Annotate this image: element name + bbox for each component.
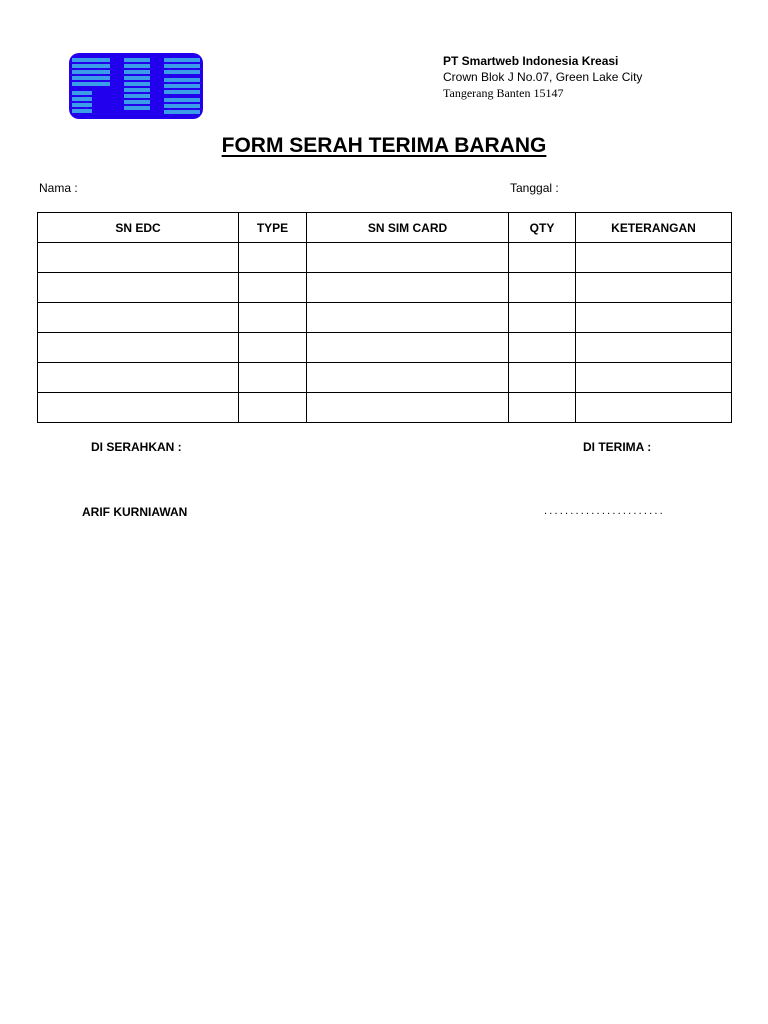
diterima-signature-line: .......................: [544, 505, 665, 517]
table-row: [38, 243, 732, 273]
cell-keterangan[interactable]: [576, 363, 732, 393]
header-qty: QTY: [509, 213, 576, 243]
cell-sn-sim-card[interactable]: [307, 363, 509, 393]
cell-sn-edc[interactable]: [38, 303, 239, 333]
cell-qty[interactable]: [509, 363, 576, 393]
cell-qty[interactable]: [509, 333, 576, 363]
cell-sn-sim-card[interactable]: [307, 393, 509, 423]
form-title: FORM SERAH TERIMA BARANG: [221, 134, 547, 157]
cell-keterangan[interactable]: [576, 333, 732, 363]
cell-sn-edc[interactable]: [38, 363, 239, 393]
items-table: [37, 212, 732, 423]
header-keterangan: KETERANGAN: [576, 213, 732, 243]
cell-type[interactable]: [239, 333, 307, 363]
tanggal-label: Tanggal :: [510, 181, 559, 195]
cell-type[interactable]: [239, 243, 307, 273]
cell-sn-sim-card[interactable]: [307, 243, 509, 273]
cell-sn-sim-card[interactable]: [307, 303, 509, 333]
cell-sn-edc[interactable]: [38, 333, 239, 363]
header-sn-edc: SN EDC: [38, 213, 239, 243]
table-header-row: [38, 213, 732, 243]
cell-keterangan[interactable]: [576, 393, 732, 423]
cell-qty[interactable]: [509, 243, 576, 273]
cell-sn-edc[interactable]: [38, 273, 239, 303]
diserahkan-name: ARIF KURNIAWAN: [82, 505, 188, 519]
table-row: [38, 333, 732, 363]
table-row: [38, 303, 732, 333]
header-type: TYPE: [239, 213, 307, 243]
header-sn-sim-card: SN SIM CARD: [307, 213, 509, 243]
cell-sn-edc[interactable]: [38, 393, 239, 423]
cell-type[interactable]: [239, 303, 307, 333]
company-address-line1: Crown Blok J No.07, Green Lake City: [443, 70, 643, 84]
cell-sn-edc[interactable]: [38, 243, 239, 273]
company-name: PT Smartweb Indonesia Kreasi: [443, 54, 619, 68]
cell-type[interactable]: [239, 363, 307, 393]
cell-keterangan[interactable]: [576, 273, 732, 303]
company-logo: [69, 53, 203, 119]
cell-sn-sim-card[interactable]: [307, 273, 509, 303]
cell-keterangan[interactable]: [576, 303, 732, 333]
cell-qty[interactable]: [509, 303, 576, 333]
cell-sn-sim-card[interactable]: [307, 333, 509, 363]
cell-keterangan[interactable]: [576, 243, 732, 273]
diterima-label: DI TERIMA :: [583, 440, 652, 454]
table-row: [38, 273, 732, 303]
cell-type[interactable]: [239, 273, 307, 303]
diserahkan-label: DI SERAHKAN :: [91, 440, 182, 454]
cell-type[interactable]: [239, 393, 307, 423]
company-info: [443, 53, 642, 101]
table-row: [38, 363, 732, 393]
table-row: [38, 393, 732, 423]
company-address-line2: Tangerang Banten 15147: [443, 86, 564, 100]
nama-label: Nama :: [39, 181, 78, 195]
cell-qty[interactable]: [509, 273, 576, 303]
cell-qty[interactable]: [509, 393, 576, 423]
